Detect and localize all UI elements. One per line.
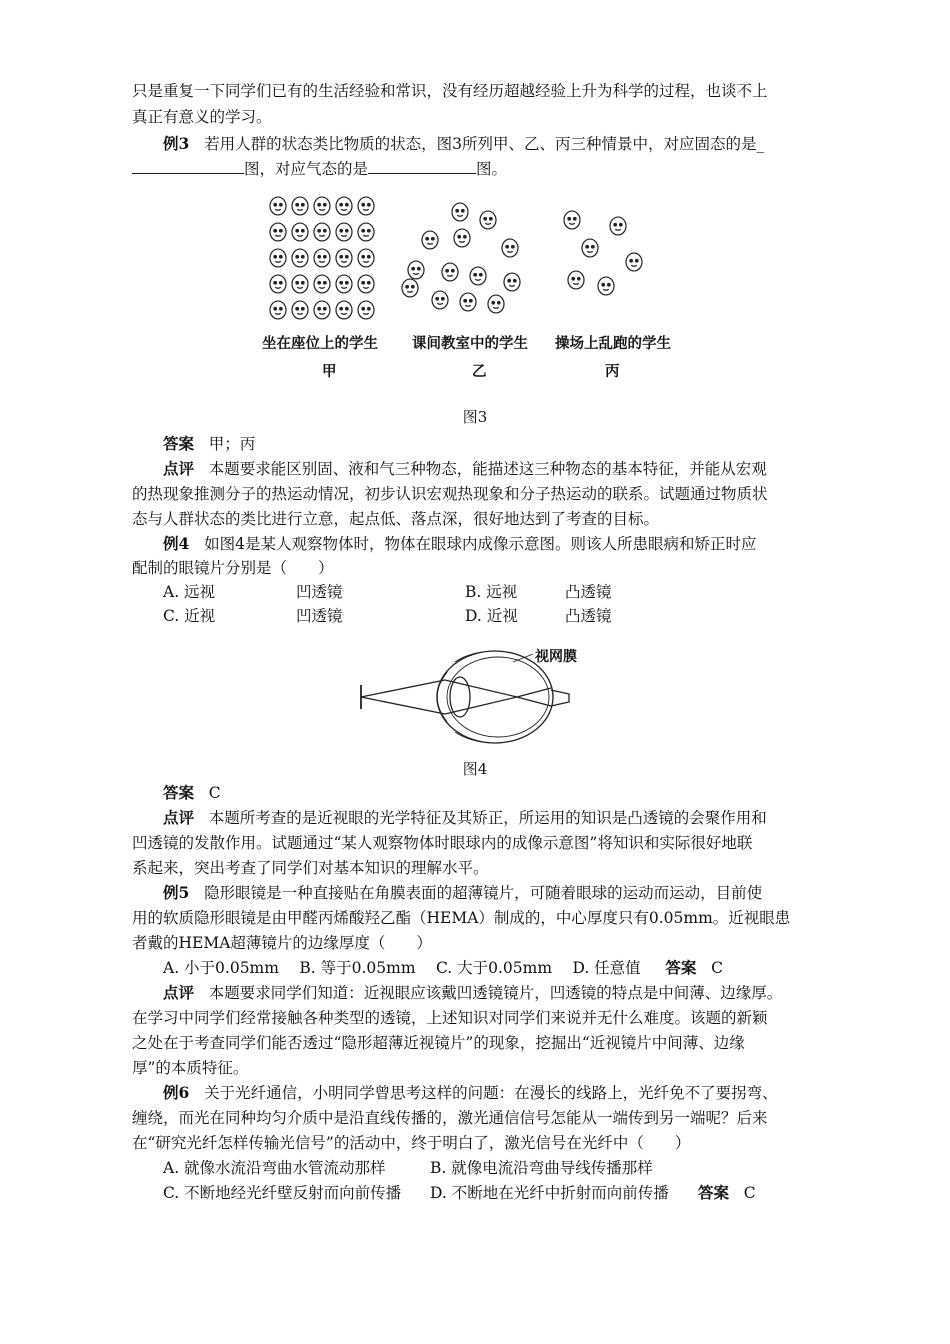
seated-students-grid — [270, 197, 374, 319]
classroom-student-face — [504, 273, 520, 291]
ex5-options-line — [163, 957, 723, 979]
ex4-question-line-1 — [163, 533, 756, 555]
fig3-caption-a: 坐在座位上的学生 — [262, 336, 378, 352]
playground-student-face — [564, 211, 580, 229]
seated-student-face — [292, 223, 308, 241]
classroom-student-face — [422, 231, 438, 249]
seated-student-face — [358, 197, 374, 215]
ex3-comment-3: 态与人群状态的类比进行立意，起点低、落点深，很好地达到了考查的目标。 — [132, 510, 660, 528]
ex5-comment-label: 点评 — [163, 983, 195, 1002]
light-ray-bottom — [361, 697, 445, 714]
light-ray-top — [361, 680, 445, 697]
ex6-answer-value: C — [743, 1184, 756, 1202]
ex6-question-1: 关于光纤通信，小明同学曾思考这样的问题：在漫长的线路上，光纤免不了要拐弯、 — [204, 1084, 778, 1102]
ex3-comment-label: 点评 — [163, 459, 195, 478]
ex4-option-d-lens: 凸透镜 — [565, 607, 612, 625]
ex4-comment-line-1 — [163, 807, 767, 829]
seated-student-face — [292, 301, 308, 319]
intro-line-2: 真正有意义的学习。 — [132, 108, 272, 126]
ex3-question-part-3: 图。 — [476, 160, 508, 178]
ex4-comment-3: 系起来，突出考查了同学们对基本知识的理解水平。 — [132, 859, 489, 877]
seated-student-face — [336, 197, 352, 215]
ex4-option-a-label[interactable]: A. 远视 — [163, 583, 216, 601]
ex3-comment-1: 本题要求能区别固、液和气三种物态，能描述这三种物态的基本特征，并能从宏观 — [208, 460, 767, 478]
ex4-answer-label: 答案 — [163, 783, 195, 802]
ex6-label: 例6 — [163, 1083, 190, 1102]
intro-line-1: 只是重复一下同学们已有的生活经验和常识，没有经历超越经验上升为科学的过程，也谈不上 — [132, 82, 768, 100]
ex3-answer-label: 答案 — [163, 434, 195, 453]
seated-student-face — [314, 197, 330, 215]
classroom-student-face — [460, 293, 476, 311]
classroom-student-face — [442, 263, 458, 281]
ex6-option-b[interactable]: B. 就像电流沿弯曲导线传播那样 — [430, 1159, 653, 1177]
classroom-student-face — [480, 211, 496, 229]
seated-student-face — [314, 223, 330, 241]
ex6-answer — [698, 1182, 756, 1204]
seated-student-face — [270, 223, 286, 241]
ex3-question-line-1 — [163, 133, 764, 155]
playground-student-face — [582, 239, 598, 257]
ex5-comment-1: 本题要求同学们知道：近视眼应该戴凹透镜镜片，凹透镜的特点是中间薄、边缘厚。 — [208, 984, 783, 1002]
classroom-student-face — [470, 267, 486, 285]
seated-student-face — [358, 275, 374, 293]
classroom-student-face — [408, 261, 424, 279]
ex6-question-2: 缠绕，而光在同种均匀介质中是沿直线传播的，激光通信信号怎能从一端传到另一端呢？后来 — [132, 1109, 768, 1127]
fig4-title: 图4 — [462, 760, 488, 778]
diverging-ray-bottom — [517, 688, 551, 697]
ex5-comment-3: 之处在于考查同学们能否透过“隐形超薄近视镜片”的现象，挖掘出“近视镜片中间薄、边缘 — [132, 1034, 745, 1052]
ex4-answer-value: C — [208, 784, 221, 802]
ex3-question-line-2 — [132, 157, 507, 180]
ex5-question-line-1 — [163, 882, 762, 904]
ex5-comment-line-1 — [163, 982, 782, 1004]
seated-student-face — [314, 249, 330, 267]
playground-student-face — [626, 253, 642, 271]
ex6-question-3: 在“研究光纤怎样传输光信号”的活动中，终于明白了，激光信号在光纤中（ ） — [132, 1134, 691, 1152]
ex3-question-part-1: 若用人群的状态类比物质的状态，图3所列甲、乙、丙三种情景中，对应固态的是_ — [204, 135, 765, 153]
ex4-option-b-lens: 凸透镜 — [565, 583, 612, 601]
classroom-students-group — [402, 203, 520, 313]
seated-student-face — [314, 301, 330, 319]
classroom-student-face — [454, 229, 470, 247]
ex5-question-1: 隐形眼镜是一种直接贴在角膜表面的超薄镜片，可随着眼球的运动而运动，目前使 — [204, 884, 763, 902]
fig3-name-c: 丙 — [605, 364, 620, 380]
classroom-student-face — [488, 295, 504, 313]
ex3-answer — [163, 433, 255, 455]
ex4-option-a-lens: 凹透镜 — [296, 583, 343, 601]
seated-student-face — [336, 275, 352, 293]
seated-student-face — [270, 275, 286, 293]
eyeball-inner — [447, 657, 549, 737]
seated-student-face — [358, 301, 374, 319]
ex3-comment-line-1 — [163, 458, 767, 480]
fig3-caption-b: 课间教室中的学生 — [412, 336, 528, 352]
ex4-option-d-label[interactable]: D. 近视 — [465, 607, 518, 625]
ex3-comment-2: 的热现象推测分子的热运动情况，初步认识宏观热现象和分子热运动的联系。试题通过物质状 — [132, 485, 768, 503]
seated-student-face — [358, 223, 374, 241]
ex6-question-line-1 — [163, 1082, 778, 1104]
ex4-comment-2: 凹透镜的发散作用。试题通过“某人观察物体时眼球内的成像示意图”将知识和实际很好地联 — [132, 834, 753, 852]
playground-student-face — [568, 271, 584, 289]
ex4-question-2: 配制的眼镜片分别是（ ） — [132, 559, 334, 577]
ex5-label: 例5 — [163, 883, 190, 902]
playground-students-group — [564, 211, 642, 295]
fig3-title: 图3 — [462, 408, 488, 426]
classroom-student-face — [402, 279, 418, 297]
seated-student-face — [270, 197, 286, 215]
ex5-comment-2: 在学习中同学们经常接触各种类型的透镜，上述知识对同学们来说并无什么难度。该题的新颖 — [132, 1009, 768, 1027]
ex5-answer-label: 答案 — [665, 958, 697, 977]
playground-student-face — [598, 277, 614, 295]
ex5-question-2: 用的软质隐形眼镜是由甲醛丙烯酸羟乙酯（HEMA）制成的，中心厚度只有0.05mm。近视眼患 — [132, 909, 791, 927]
seated-student-face — [292, 249, 308, 267]
ex6-option-a[interactable]: A. 就像水流沿弯曲水管流动那样 — [163, 1159, 386, 1177]
ex5-answer-value: C — [711, 959, 723, 977]
ex3-answer-value: 甲；丙 — [208, 435, 256, 453]
seated-student-face — [336, 223, 352, 241]
ex3-blank-2[interactable] — [368, 157, 476, 174]
ex4-question-1: 如图4是某人观察物体时，物体在眼球内成像示意图。则该人所患眼病和矫正时应 — [204, 535, 757, 553]
ex6-option-c[interactable]: C. 不断地经光纤壁反射而向前传播 — [163, 1184, 402, 1202]
ex3-blank-1[interactable] — [132, 157, 244, 174]
fig3-name-a: 甲 — [322, 364, 337, 380]
seated-student-face — [292, 197, 308, 215]
seated-student-face — [336, 301, 352, 319]
ex4-comment-1: 本题所考查的是近视眼的光学特征及其矫正，所运用的知识是凸透镜的会聚作用和 — [208, 809, 767, 827]
classroom-student-face — [502, 239, 518, 257]
optic-nerve — [551, 690, 569, 706]
seated-student-face — [358, 249, 374, 267]
fig3-caption-c: 操场上乱跑的学生 — [555, 336, 671, 352]
ex5-options[interactable]: A. 小于0.05mm B. 等于0.05mm C. 大于0.05mm D. 任意值 — [163, 959, 641, 977]
ex4-option-c-lens: 凹透镜 — [296, 607, 343, 625]
refracted-ray-top — [445, 680, 517, 697]
seated-student-face — [336, 249, 352, 267]
seated-student-face — [270, 301, 286, 319]
figure-3-crowd-states — [260, 190, 700, 385]
seated-student-face — [270, 249, 286, 267]
ex4-answer — [163, 782, 221, 804]
ex4-option-b-label[interactable]: B. 远视 — [465, 583, 518, 601]
fig3-name-b: 乙 — [472, 364, 487, 380]
seated-student-face — [292, 275, 308, 293]
ex4-option-c-label[interactable]: C. 近视 — [163, 607, 216, 625]
refracted-ray-bottom — [445, 697, 517, 714]
ex3-label: 例3 — [163, 134, 190, 153]
ex5-comment-4: 厚”的本质特征。 — [132, 1059, 249, 1077]
ex6-answer-label: 答案 — [698, 1183, 730, 1202]
diverging-ray-top — [517, 697, 551, 706]
ex4-comment-label: 点评 — [163, 808, 195, 827]
playground-student-face — [610, 217, 626, 235]
ex5-question-3: 者戴的HEMA超薄镜片的边缘厚度（ ） — [132, 934, 432, 952]
ex3-question-part-2: 图，对应气态的是 — [244, 160, 369, 178]
seated-student-face — [314, 275, 330, 293]
ex4-label: 例4 — [163, 534, 190, 553]
retina-label: 视网膜 — [535, 649, 577, 665]
classroom-student-face — [432, 291, 448, 309]
ex6-option-d[interactable]: D. 不断地在光纤中折射而向前传播 — [430, 1184, 669, 1202]
classroom-student-face — [452, 203, 468, 221]
